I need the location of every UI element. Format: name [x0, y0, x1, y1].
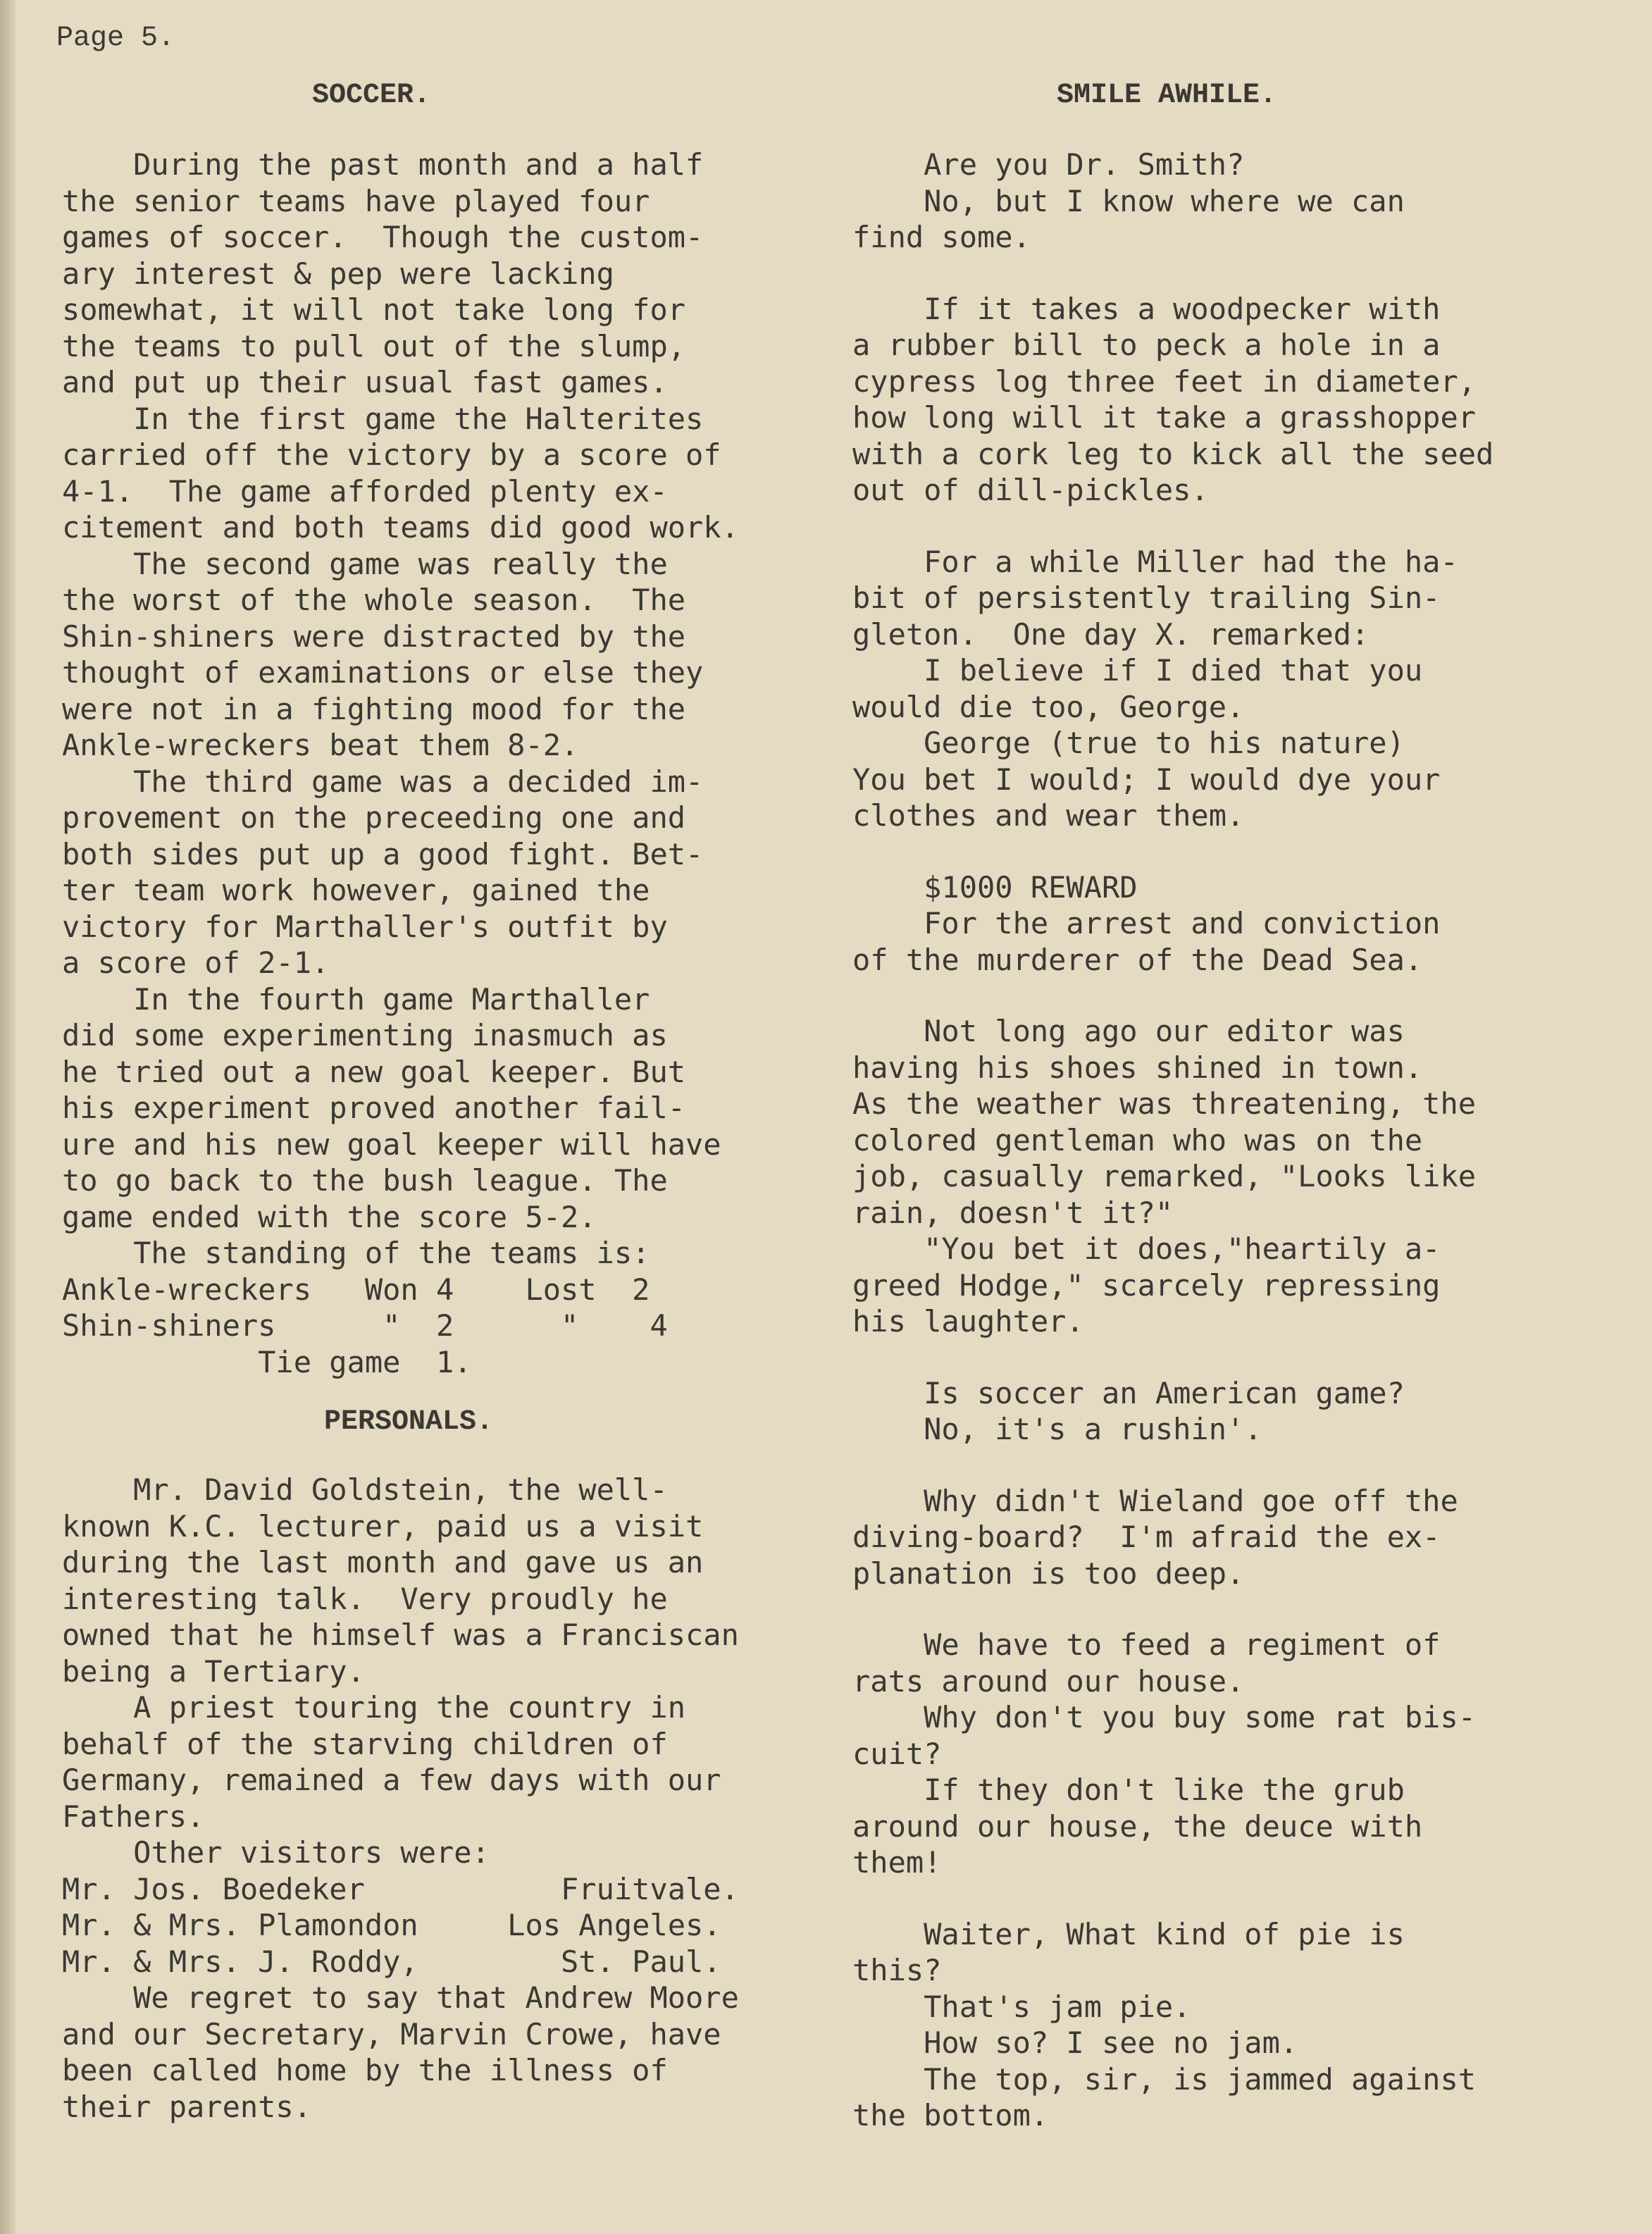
- soccer-heading: SOCCER.: [312, 80, 431, 111]
- page-number: Page 5.: [56, 23, 175, 54]
- joke-editor: Not long ago our editor was having his shoes shined in town. As the weather was threatening, the colored gentleman who was on the job, casually remarked, "Looks like rain, doesn't it?" "You bet it does,"heartily a- greed Hodge," scarcely repressing his laughter.: [852, 1014, 1477, 1339]
- soccer-article: During the past month and a half the senior teams have played four games of soccer. Though the custom- ary interest & pep were lacking somewhat, it will not take long for the teams to pull out of the slump, and put up their usual fast games. In the first game the Halterites carried off the victory by a score of 4-1. The game afforded plenty ex- citement and both teams did good work. The second game was really the the worst of the whole season. The Shin-shiners were distracted by the thought of examinations or else they were not in a fighting mood for the Ankle-wreckers beat them 8-2. The third game was a decided im- provement on the preceeding one and both sides put up a good fight. Bet- ter team work however, gained the victory for Marthaller's outfit by a score of 2-1. In the fourth game Marthaller did some experimenting inasmuch as he tried out a new goal keeper. But his experiment proved another fail- ure and his new goal keeper will have to go back to the bush league. The game ended with the score 5-2. The standing of the teams is: Ankle-wreckers Won 4 Lost 2 Shin-shiners " 2 " 4 Tie game 1.: [62, 147, 739, 1379]
- joke-wieland: Why didn't Wieland goe off the diving-board? I'm afraid the ex- planation is too deep.: [852, 1483, 1458, 1591]
- joke-miller: For a while Miller had the ha- bit of persistently trailing Sin- gleton. One day X. remarked: I believe if I died that you would die too, George. George (true to his nature) You bet I would; I would dye your clothes and wear them.: [852, 544, 1458, 833]
- joke-doctor: Are you Dr. Smith? No, but I know where we can find some.: [852, 147, 1405, 254]
- joke-rats: We have to feed a regiment of rats around our house. Why don't you buy some rat bis- cuit? If they don't like the grub around our house, the deuce with them!: [852, 1627, 1477, 1880]
- joke-woodpecker: If it takes a woodpecker with a rubber bill to peck a hole in a cypress log three feet in diameter, how long will it take a grasshopper with a cork leg to kick all the seed out of dill-pickles.: [852, 291, 1494, 507]
- personals-article: Mr. David Goldstein, the well- known K.C. lecturer, paid us a visit during the last month and gave us an interesting talk. Very proudly he owned that he himself was a Franciscan being a Tertiary. A priest touring the country in behalf of the starving children of Germany, remained a few days with our Fathers. Other visitors were: Mr. Jos. Boedeker Fruitvale. Mr. & Mrs. Plamondon Los Angeles. Mr. & Mrs. J. Roddy, St. Paul. We regret to say that Andrew Moore and our Secretary, Marvin Crowe, have been called home by the illness of their parents.: [62, 1472, 739, 2124]
- left-column: [62, 77, 858, 2125]
- joke-jam-pie: Waiter, What kind of pie is this? That's jam pie. How so? I see no jam. The top, sir, is jammed against the bottom.: [852, 1916, 1477, 2133]
- page-edge: [0, 0, 15, 2234]
- right-column: [852, 77, 1634, 2134]
- joke-soccer: Is soccer an American game? No, it's a rushin'.: [924, 1375, 1405, 1446]
- smile-awhile-heading: SMILE AWHILE.: [1057, 80, 1277, 111]
- personals-heading: PERSONALS.: [324, 1406, 494, 1438]
- joke-reward: $1000 REWARD For the arrest and conviction of the murderer of the Dead Sea.: [852, 869, 1441, 977]
